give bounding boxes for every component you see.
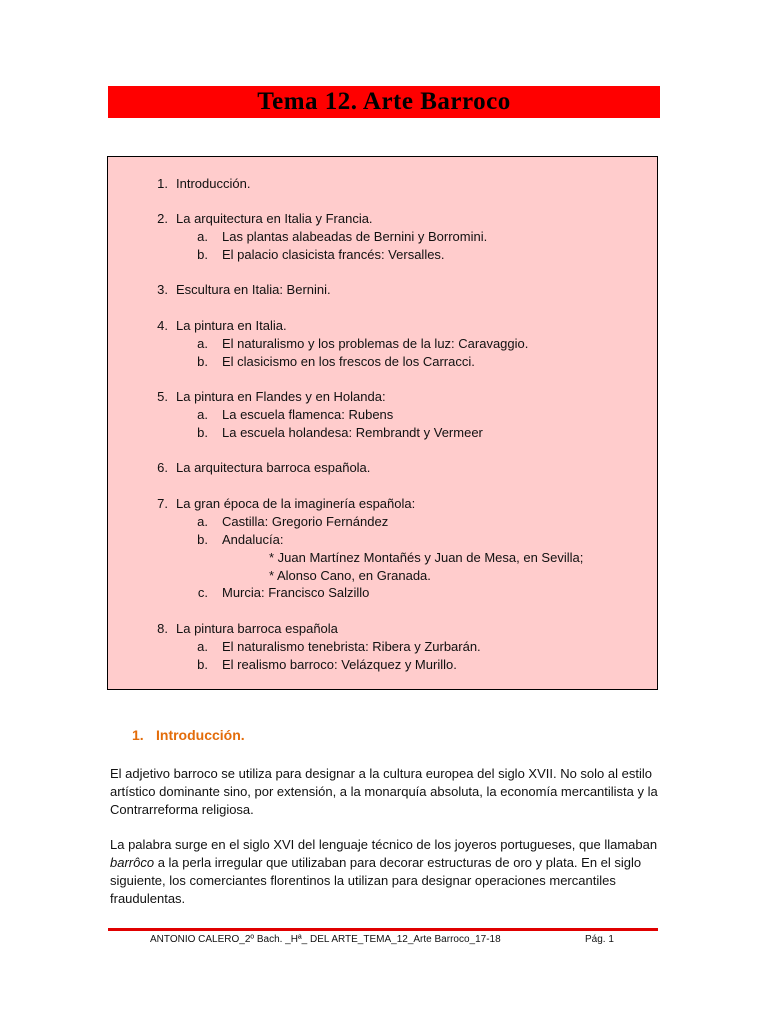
toc-item-text: Escultura en Italia: Bernini. — [176, 282, 331, 297]
page-title: Tema 12. Arte Barroco — [257, 88, 511, 115]
toc-item-number: 6. — [157, 460, 168, 475]
body-paragraph — [110, 836, 670, 908]
page-number: Pág. 1 — [585, 934, 614, 945]
toc-subitem-text: El naturalismo y los problemas de la luz: Caravaggio. — [222, 336, 529, 351]
toc-subitem-detail-text: * Alonso Cano, en Granada. — [269, 568, 431, 583]
footer-text: ANTONIO CALERO_2º Bach. _Hª_ DEL ARTE_TEMA_12_Arte Barroco_17-18 — [150, 934, 501, 945]
toc-item-number: 1. — [157, 176, 168, 191]
toc-subitem-letter: b. — [197, 354, 208, 369]
section-title: Introducción. — [156, 727, 245, 743]
toc-subitem-text: El realismo barroco: Velázquez y Murillo. — [222, 657, 457, 672]
toc-subitem-text: Andalucía: — [222, 532, 284, 547]
toc-item-text: La arquitectura barroca española. — [176, 460, 371, 475]
toc-subitem-text: Las plantas alabeadas de Bernini y Borromini. — [222, 229, 488, 244]
toc-item-text: La arquitectura en Italia y Francia. — [176, 211, 373, 226]
toc-subitem-letter: a. — [197, 514, 208, 529]
toc-subitem-letter: a. — [197, 639, 208, 654]
toc-subitem-text: El clasicismo en los frescos de los Carracci. — [222, 354, 475, 369]
toc-subitem-letter: b. — [197, 657, 208, 672]
section-number: 1. — [132, 727, 144, 743]
toc-item-number: 2. — [157, 211, 168, 226]
toc-subitem-text: El palacio clasicista francés: Versalles. — [222, 247, 445, 262]
toc-subitem-text: La escuela flamenca: Rubens — [222, 407, 394, 422]
section-heading — [132, 727, 245, 743]
toc-subitem-letter: a. — [197, 336, 208, 351]
toc-item-number: 4. — [157, 318, 168, 333]
toc-item-text: Introducción. — [176, 176, 251, 191]
table-of-contents — [107, 156, 658, 690]
toc-subitem-text: Murcia: Francisco Salzillo — [222, 585, 370, 600]
toc-item-text: La pintura barroca española — [176, 621, 338, 636]
toc-item-text: La pintura en Italia. — [176, 318, 287, 333]
italic-term: barrôco — [110, 855, 155, 870]
toc-item-text: La gran época de la imaginería española: — [176, 496, 416, 511]
toc-subitem-text: El naturalismo tenebrista: Ribera y Zurbarán. — [222, 639, 481, 654]
toc-subitem-letter: b. — [197, 532, 208, 547]
toc-subitem-letter: b. — [197, 247, 208, 262]
toc-item-number: 3. — [157, 282, 168, 297]
toc-subitem-detail-text: * Juan Martínez Montañés y Juan de Mesa, en Sevilla; — [269, 550, 584, 565]
toc-subitem-text: La escuela holandesa: Rembrandt y Vermeer — [222, 425, 483, 440]
toc-subitem-text: Castilla: Gregorio Fernández — [222, 514, 389, 529]
toc-subitem-letter: c. — [197, 585, 208, 600]
toc-subitem-letter: a. — [197, 229, 208, 244]
paragraph-text: a la perla irregular que utilizaban para decorar estructuras de oro y plata. En el siglo siguiente, los comerciantes florentinos la utilizan para designar operaciones mercantiles fraudulentas. — [110, 855, 642, 906]
title-banner — [108, 86, 660, 118]
body-paragraph: El adjetivo barroco se utiliza para designar a la cultura europea del siglo XVII. No solo al estilo artístico dominante sino, por extensión, a la monarquía absoluta, la economía mercantilista y la Contrarreforma religiosa. — [110, 766, 658, 817]
toc-item-number: 7. — [157, 496, 168, 511]
paragraph-text: La palabra surge en el siglo XVI del lenguaje técnico de los joyeros portugueses, que llamaban — [110, 837, 658, 852]
toc-subitem-letter: b. — [197, 425, 208, 440]
toc-subitem-letter: a. — [197, 407, 208, 422]
footer-divider — [108, 928, 658, 931]
toc-item-number: 8. — [157, 621, 168, 636]
toc-item-text: La pintura en Flandes y en Holanda: — [176, 389, 386, 404]
toc-item-number: 5. — [157, 389, 168, 404]
